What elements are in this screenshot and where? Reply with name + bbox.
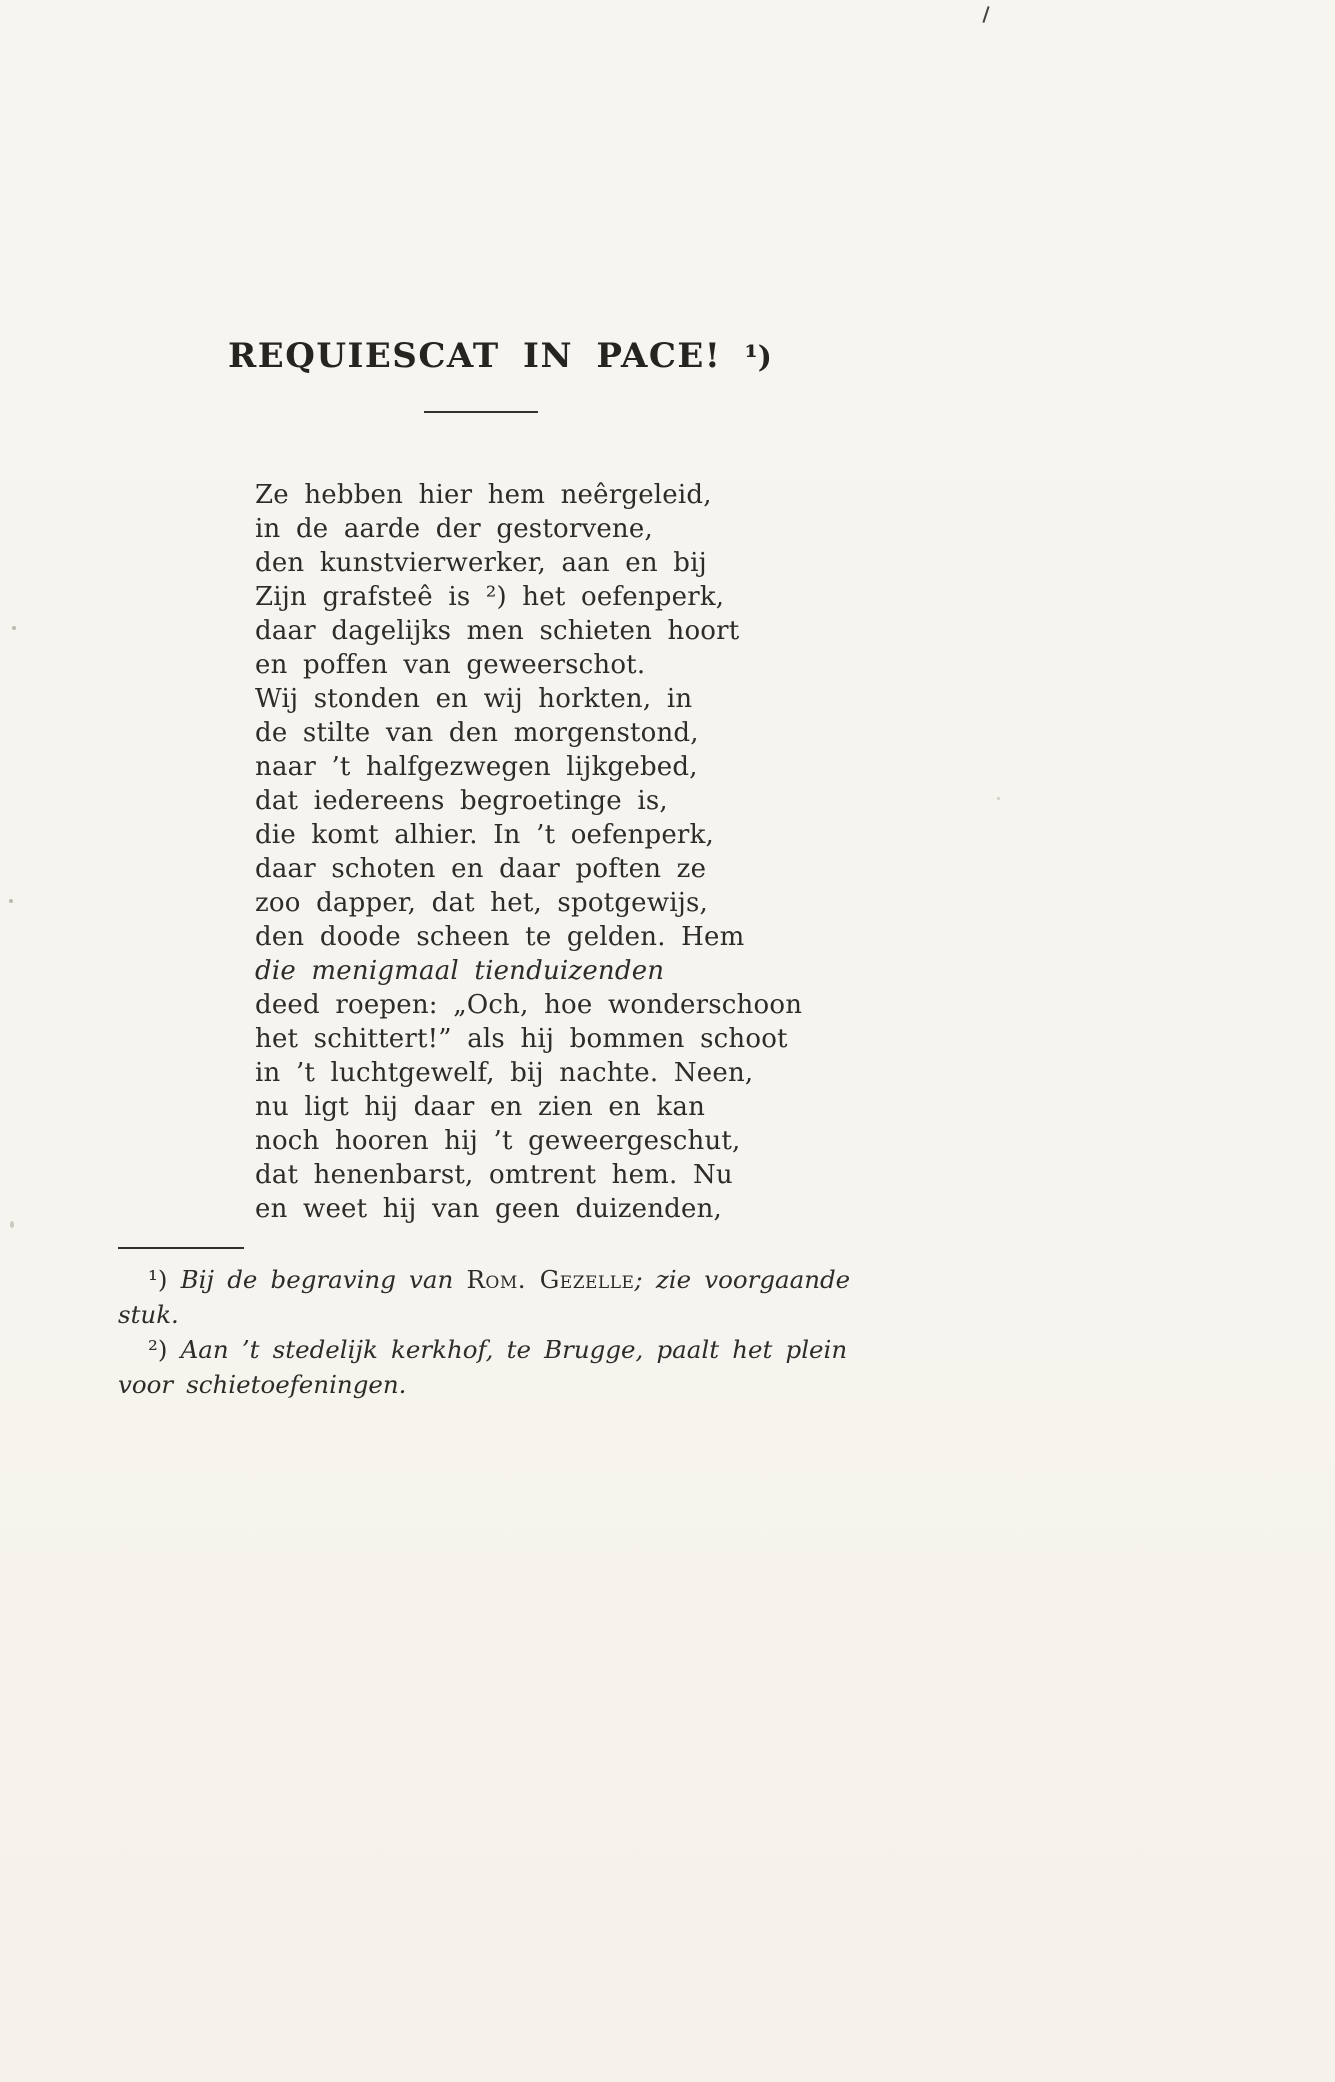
poem-line: in de aarde der gestorvene,: [255, 514, 653, 544]
poem-line: die menigmaal tienduizenden: [255, 956, 665, 986]
poem-line: het schittert!” als hij bommen schoot: [255, 1024, 788, 1054]
footnote-2-ref: ²): [148, 1335, 168, 1364]
scan-speck: [997, 797, 1000, 800]
scan-speck: [12, 626, 16, 630]
footnote-1-name: Rom. Gezelle: [466, 1265, 635, 1294]
poem-line: dat henenbarst, omtrent hem. Nu: [255, 1160, 733, 1190]
scan-corner-mark: [982, 6, 989, 23]
footnote-1: [118, 1262, 860, 1332]
poem-line: nu ligt hij daar en zien en kan: [255, 1092, 706, 1122]
poem-line: Wij stonden en wij horkten, in: [255, 684, 693, 714]
poem-line: daar schoten en daar poften ze: [255, 854, 707, 884]
poem-line: naar ’t halfgezwegen lijkgebed,: [255, 752, 698, 782]
poem-line: zoo dapper, dat het, spotgewijs,: [255, 888, 708, 918]
poem-line: Zijn grafsteê is ²) het oefenperk,: [255, 582, 725, 612]
footnote-1-text-after: ; zie voorgaande stuk.: [118, 1265, 851, 1329]
footnote-2: [118, 1332, 860, 1402]
poem-line: den doode scheen te gelden. Hem: [255, 922, 745, 952]
page-title: [150, 336, 850, 376]
poem-line: die komt alhier. In ’t oefenperk,: [255, 820, 714, 850]
title-divider: [424, 411, 538, 413]
footnote-1-text-before: Bij de begraving van: [180, 1265, 454, 1294]
footnote-1-ref: ¹): [148, 1265, 168, 1294]
poem-line: en poffen van geweerschot.: [255, 650, 646, 680]
title-footnote-ref: ¹): [744, 340, 772, 375]
poem-line: Ze hebben hier hem neêrgeleid,: [255, 480, 712, 510]
poem-line: noch hooren hij ’t geweergeschut,: [255, 1126, 741, 1156]
poem: [255, 478, 815, 1226]
poem-line: den kunstvierwerker, aan en bij: [255, 548, 707, 578]
poem-line: en weet hij van geen duizenden,: [255, 1194, 723, 1224]
footnote-rule: [118, 1247, 244, 1249]
page-title-text: REQUIESCAT IN PACE!: [228, 336, 722, 376]
scan-speck: [9, 899, 13, 903]
footnote-2-text: Aan ’t stedelijk kerkhof, te Brugge, paalt het plein voor schietoefeningen.: [118, 1335, 848, 1399]
poem-line: deed roepen: „Och, hoe wonderschoon: [255, 990, 803, 1020]
scan-speck: [10, 1221, 14, 1228]
poem-line: in ’t luchtgewelf, bij nachte. Neen,: [255, 1058, 754, 1088]
poem-line: de stilte van den morgenstond,: [255, 718, 699, 748]
footnotes: [118, 1262, 860, 1402]
poem-line: daar dagelijks men schieten hoort: [255, 616, 740, 646]
poem-line: dat iedereens begroetinge is,: [255, 786, 668, 816]
